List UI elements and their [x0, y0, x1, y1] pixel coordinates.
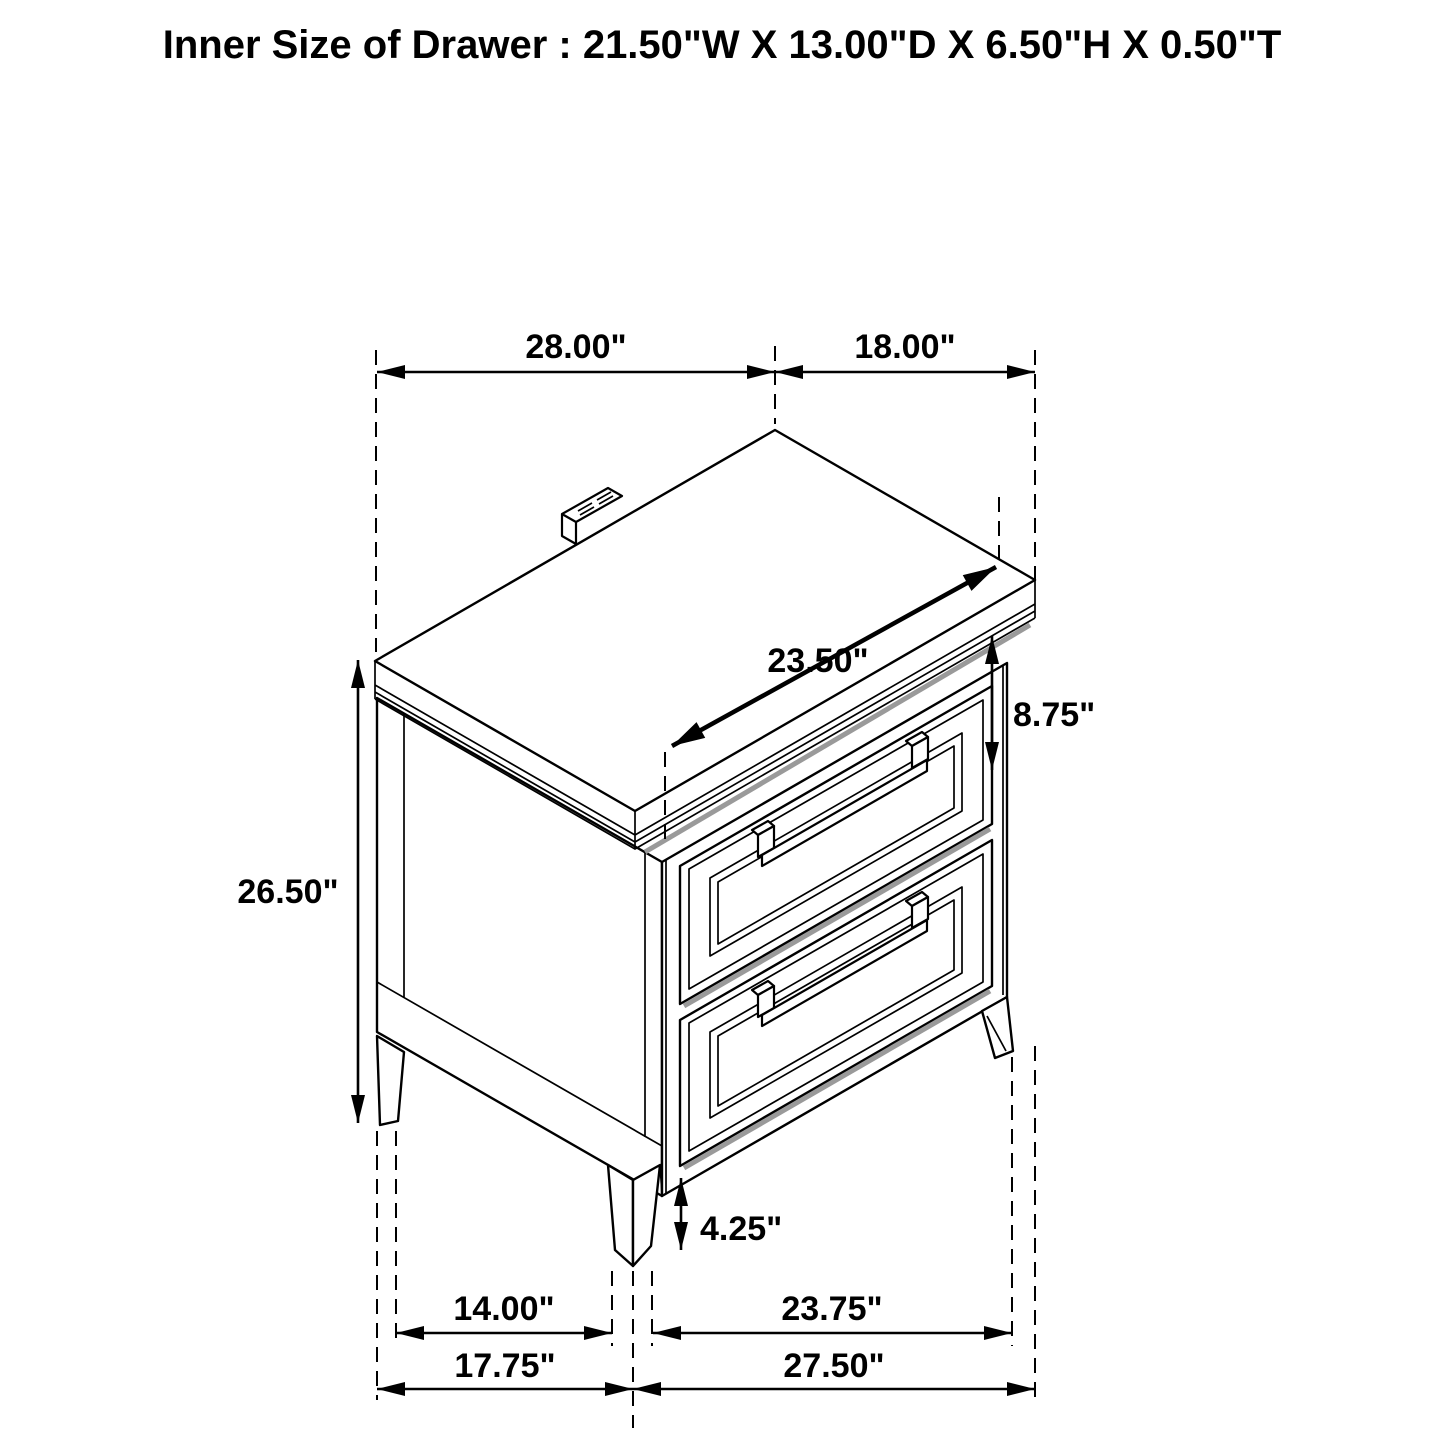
nightstand-drawing [375, 430, 1035, 1266]
label-bottom-width: 23.75" [781, 1290, 883, 1328]
label-floor-depth: 17.75" [454, 1347, 556, 1385]
label-top-width: 28.00" [525, 328, 627, 366]
label-drawer-height: 8.75" [1013, 696, 1096, 734]
page-title: Inner Size of Drawer : 21.50"W X 13.00"D X 6.50"H X 0.50"T [162, 23, 1282, 67]
leg-front-right-face [633, 1165, 660, 1266]
label-overall-height: 26.50" [237, 873, 339, 911]
label-leg-height: 4.25" [700, 1210, 783, 1248]
label-leg-span: 14.00" [453, 1290, 555, 1328]
leg-front-left-face [608, 1165, 633, 1266]
label-floor-width: 27.50" [783, 1347, 885, 1385]
label-top-depth: 18.00" [854, 328, 956, 366]
label-top-diagonal: 23.50" [767, 642, 869, 680]
leg-left [377, 1036, 404, 1125]
